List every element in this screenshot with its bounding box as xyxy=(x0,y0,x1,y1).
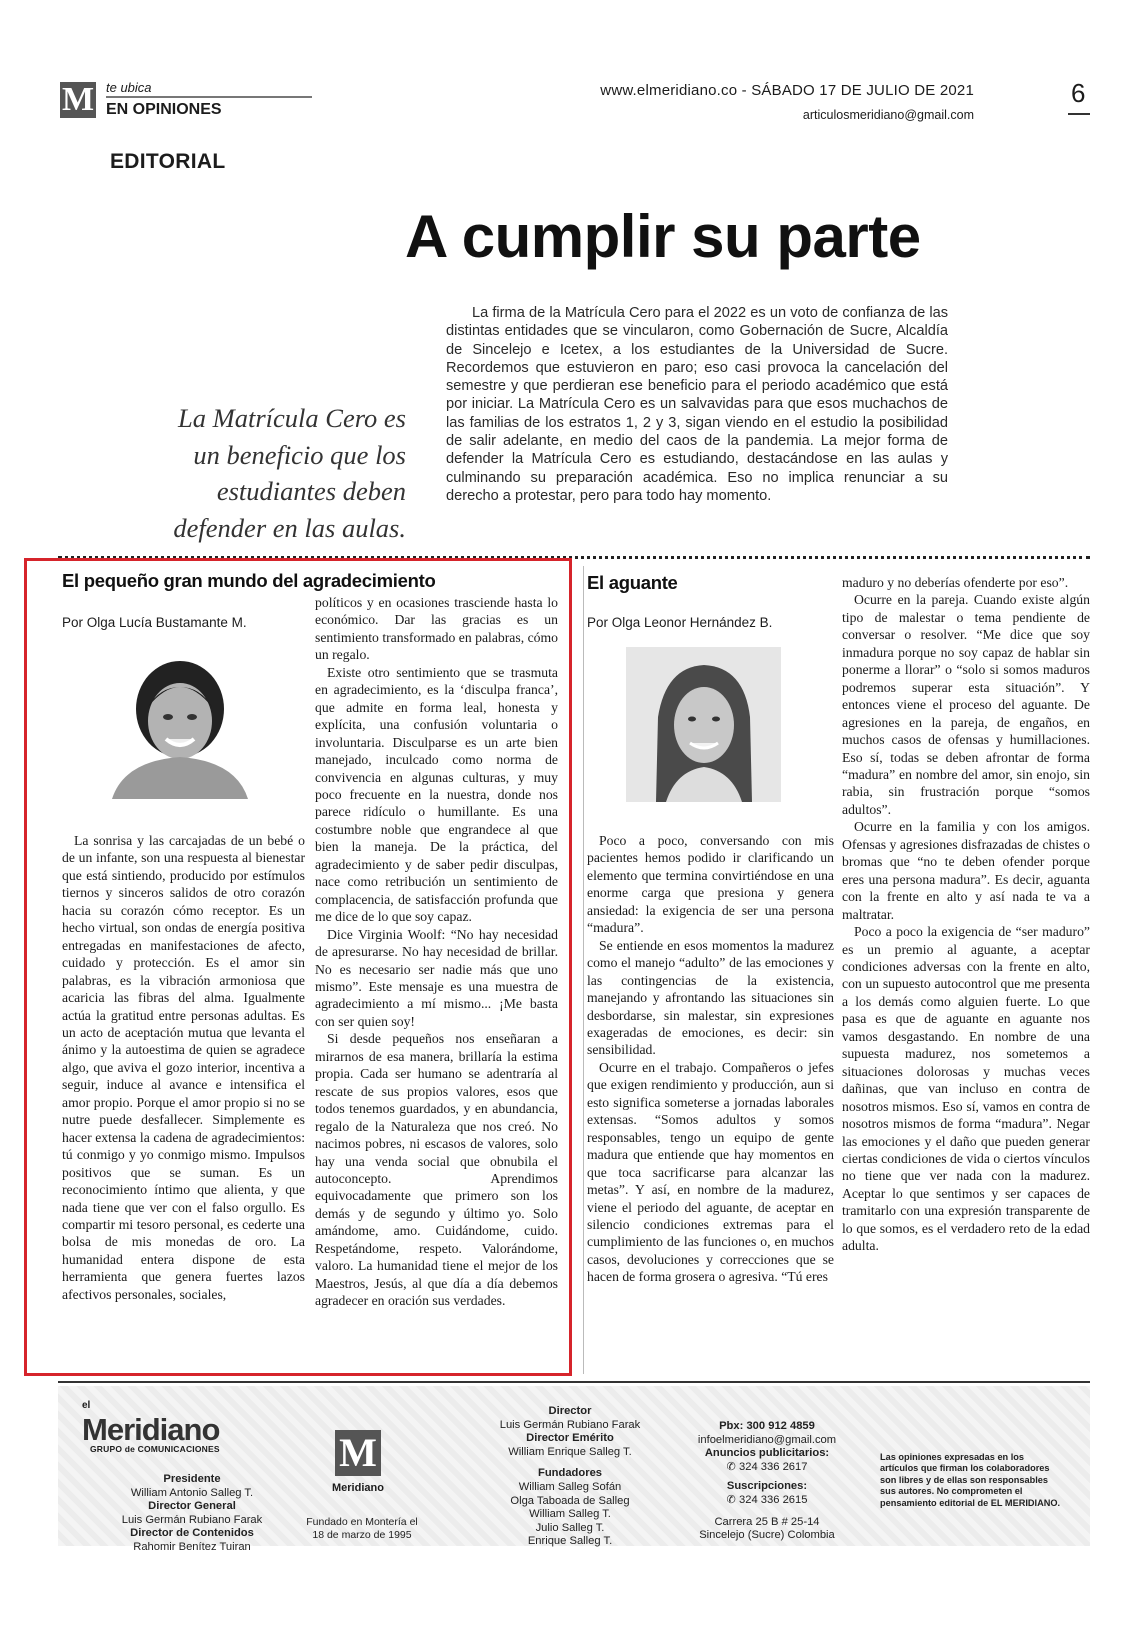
footer-staff-left xyxy=(62,1473,322,1555)
article2-column2 xyxy=(842,574,1090,1255)
article2-paragraph: Se entiende en esos momentos la madurez como el manejo “adulto” de las emociones y las contingencias de la existencia, manejando y afrontando las situaciones sin desbordarse, sin malestar, sin expresiones exageradas de emociones, es decir: sin sensibilidad. xyxy=(587,937,834,1058)
article2-byline: Por Olga Leonor Hernández B. xyxy=(587,615,773,630)
article2-column1 xyxy=(587,832,834,1286)
presidente-name: William Antonio Salleg T. xyxy=(130,1486,254,1499)
fundador-name: Olga Taboada de Salleg xyxy=(510,1494,630,1507)
article1-paragraph: La sonrisa y las carcajadas de un bebé o de un infante, son una respuesta al bienestar que está sintiendo, producido por estímulos tiernos y sinceros salidos de otro corazón hacia su corazón cómo receptor. Es un hecho virtual, son ondas de energía positiva entregadas en manifestaciones de afecto, cuidado y protección. Es el amor sin palabras, es la vibración armoniosa que acaricia las fibras del alma. Igualmente actúa la gratitud entre personas adultas. Es un acto de aceptación mutua que levanta el ánimo y la autoestima de quien se agradece algo, que aviva el gozo interior, incentiva a seguir, induce al avance e intensifica el amor propio. Porque el amor propio si no se nutre puede desfallecer. Simplemente es hacer extensa la cadena de agradecimientos: tú conmigo y yo conmigo mismo. Impulsos positivos que se suman. Es un reconocimiento íntimo que alienta, y que nada tiene que ver con el falso orgullo. Es compartir mi tesoro personal, es cederte una bolsa de mis monedas de oro. La humanidad entera dispone de esta herramienta que genera fuertes lazos afectivos personales, sociales, xyxy=(62,833,305,1302)
whatsapp-icon: ✆ xyxy=(726,1493,736,1506)
site-and-date: www.elmeridiano.co - SÁBADO 17 DE JULIO DE 2021 xyxy=(600,82,974,99)
page-number-underline xyxy=(1068,113,1090,115)
anuncios-label: Anuncios publicitarios: xyxy=(704,1447,830,1460)
tagline-small: te ubica xyxy=(106,80,152,95)
suscripciones-phone: 324 336 2615 xyxy=(739,1493,808,1506)
article1-title: El pequeño gran mundo del agradecimiento xyxy=(62,570,436,591)
editorial-pullquote: La Matrícula Cero es un beneficio que los estudiantes deben defender en las aulas. xyxy=(173,403,406,543)
article2-paragraph: Poco a poco, conversando con mis pacientes hemos podido ir clarificando un elemento que termina convirtiéndose en una enorme carga que presiona y genera ansiedad: la exigencia de ser una persona “madura”. xyxy=(587,833,834,936)
presidente-label: Presidente xyxy=(163,1473,221,1485)
director-label: Director xyxy=(548,1405,592,1417)
director-contenidos-name: Rahomir Benítez Tuiran xyxy=(133,1540,251,1553)
tagline-divider xyxy=(106,96,312,98)
opinion-disclaimer: Las opiniones expresadas en los artículos que firman los colaboradores son libres y de ellas son responsables sus autores. No comprometen el pensamiento editorial de EL MERIDIANO. xyxy=(880,1452,1061,1508)
director-name: Luis Germán Rubiano Farak xyxy=(499,1418,641,1431)
footer-logo-subtitle: GRUPO de COMUNICACIONES xyxy=(90,1444,220,1454)
article1-byline: Por Olga Lucía Bustamante M. xyxy=(62,615,247,630)
footer-m-logo-name: Meridiano xyxy=(332,1482,384,1494)
editorial-body xyxy=(446,304,948,505)
footer-divider xyxy=(58,1381,1090,1383)
article2-paragraph: maduro y no deberías ofenderte por eso”. xyxy=(842,575,1069,590)
editorial-paragraph: La firma de la Matrícula Cero para el 2022 es un voto de confianza de las distintas entidades que se vincularon, como Gobernación de Sucre, Alcaldía de Sincelejo e Icetex, a los estudiantes de la Universidad de Sucre. Recordemos que estuvieron en paro; eso casi provoca la cancelación del semestre y que perdieran ese beneficio para el periodo académico que está por iniciar. La Matrícula Cero es un salvavidas para que esos muchachos de las familias de los estratos 1, 2 y 3, sigan viendo en el estudio la posibilidad de salir adelante, en medio del caos de la pandemia. La mejor forma de defender la Matrícula Cero es estudiando, destacándose en las aulas y culminando su preparación académica. Eso no implica renunciar a su derecho a protestar, pero para todo hay momento. xyxy=(446,305,948,504)
address: Carrera 25 B # 25-14 xyxy=(714,1515,820,1528)
footer-m-logo: M xyxy=(335,1430,381,1476)
contact-email: infoelmeridiano@gmail.com xyxy=(697,1433,837,1446)
editorial-headline: A cumplir su parte xyxy=(405,203,921,270)
fundador-name: William Salleg Sofán xyxy=(518,1480,622,1493)
founded-note: Fundado en Montería el 18 de marzo de 1995 xyxy=(306,1516,418,1541)
header-email: articulosmeridiano@gmail.com xyxy=(802,108,974,122)
pbx: Pbx: 300 912 4859 xyxy=(719,1420,815,1432)
fundador-name: William Salleg T. xyxy=(529,1508,611,1521)
article1-paragraph: Existe otro sentimiento que se trasmuta en agradecimiento, es la ‘disculpa franca’, que admite en forma leal, honesta y explícita, una confusión voluntaria o involuntaria. Disculparse es un arte bien manejado, inculcado como norma de convivencia en algunas culturas, y muy poco frecuente en la nuestra, donde nos parece ridículo o humillante. Es una costumbre noble que engrandece al que bien la maneja. De la práctica, del agradecimiento y de saber pedir disculpas, nace como retribución un sentimiento de complacencia, de satisfacción profunda que me dice de lo que soy capaz. xyxy=(315,664,558,925)
section-label: EN OPINIONES xyxy=(106,101,222,118)
page-number: 6 xyxy=(1071,78,1086,108)
director-emerito-name: William Enrique Salleg T. xyxy=(508,1445,632,1458)
footer-logo-el: el xyxy=(82,1400,91,1411)
director-general-name: Luis Germán Rubiano Farak xyxy=(121,1513,263,1526)
footer-logo: Meridiano xyxy=(82,1412,220,1447)
fundador-name: Julio Salleg T. xyxy=(535,1521,605,1534)
suscripciones-label: Suscripciones: xyxy=(726,1480,808,1493)
meridiano-logo: M xyxy=(61,81,95,118)
director-general-label: Director General xyxy=(148,1500,236,1513)
article2-paragraph: Ocurre en la pareja. Cuando existe algún tipo de malestar o tema pendiente de conversar o resolver. “Me dice que soy inmadura porque no soy capaz de hablar sin ponerme a llorar” o “solo si somos maduros podremos superar esta situación”. Y entonces viene el proceso del aguante. De agresiones en la pareja, de engaños, en muchos casos de ofensas y humillaciones. Eso sí, todas se deben afrontar de forma “madura” en nombre del amor, sin enojo, sin rabia, sin frustración porque “somos adultos”. xyxy=(842,592,1090,817)
author-photo-olga-lucia xyxy=(104,647,256,799)
director-emerito-label: Director Emérito xyxy=(526,1432,614,1445)
article1-paragraph: políticos y en ocasiones trasciende hasta lo económico. Dar las gracias es un sentimiento transformado en palabras, cómo un regalo. xyxy=(315,595,558,663)
footer-staff-center xyxy=(470,1405,670,1549)
editorial-label: EDITORIAL xyxy=(110,150,226,173)
director-contenidos-label: Director de Contenidos xyxy=(130,1527,254,1540)
anuncios-phone: 324 336 2617 xyxy=(739,1460,808,1473)
article2-paragraph: Ocurre en la familia y con los amigos. Ofensas y agresiones disfrazadas de chistes o bromas que “no te deben ofender porque eres una persona madura”. Es decir, aguanta con la frente en alto y así nada te va a maltratar. xyxy=(842,819,1090,922)
article2-title: El aguante xyxy=(587,572,678,593)
city: Sincelejo (Sucre) Colombia xyxy=(699,1529,835,1542)
fundadores-label: Fundadores xyxy=(537,1467,603,1480)
article2-paragraph: Ocurre en el trabajo. Compañeros o jefes que exigen rendimiento y producción, aun si esto significa someterse a jornadas laborales extensas. “Somos adultos y somos responsables, tengo un equipo de gente madura que entiende que hay momentos en que toca sacrificarse para alcanzar las metas”. Y así, en nombre de la madurez, viene el periodo del aguante, de aceptar en silencio condiciones extremas para el cumplimiento de las funciones o, en muchos casos, devoluciones y correcciones que se hacen de forma grosera o agresiva. “Tú eres xyxy=(587,1059,834,1285)
author-photo-olga-leonor xyxy=(626,647,781,802)
article1-paragraph: Si desde pequeños nos enseñaran a mirarnos de esa manera, brillaría la estima propia. Cada ser humano se adentraría al rescate de sus propios valores, esos que todos tenemos guardados, y en abundancia, regalo de la Naturaleza que nos creó. No nacimos pobres, ni escasos de valores, solo hay una venda social que obnubila el autoconcepto. Aprendimos equivocadamente que primero son los demás y de segundo y último yo. Solo amándome, amo. Cuidándome, cuido. Respetándome, respeto. Valorándome, valoro. La humanidad tiene el mejor de los Maestros, Jesús, al que día a día debemos agradecer en oración sus verdades. xyxy=(315,1031,558,1309)
article1-column1 xyxy=(62,832,305,1303)
column-divider xyxy=(583,566,584,1374)
fundador-name: Enrique Salleg T. xyxy=(527,1535,613,1548)
article1-paragraph: Dice Virginia Woolf: “No hay necesidad de apresurarse. No hay necesidad de brillar. No es necesario ser nadie más que uno mismo”. Este mensaje es una muestra de agradecimiento a mí mismo... ¡Me basta con ser quien soy! xyxy=(315,926,558,1029)
whatsapp-icon: ✆ xyxy=(726,1460,736,1473)
article1-column2 xyxy=(315,594,558,1310)
article2-paragraph: Poco a poco la exigencia de “ser maduro” es un premio al aguante, a aceptar condiciones adversas con la frente en alto, con un supuesto autocontrol que me presenta a los demás como alguien fuerte. Lo que pasa es que de aguante en aguante nos vamos desgastando. En nombre de una supuesta madurez, nos sometemos a situaciones dolorosas y muchas veces dañinas, que van incluso en contra de nosotros mismos. Eso sí, vamos en contra de nosotros mismos de forma “madura”. Negar las emociones y el daño que pueden generar ciertas condiciones de vida o ciertos vínculos no tiene que ver nada con la madurez. Aceptar lo que sentimos y ser capaces de tramitarlo con una expresión transparente de lo que somos, es el verdadero reto de la edad adulta. xyxy=(842,924,1090,1254)
footer-contact xyxy=(672,1420,862,1543)
